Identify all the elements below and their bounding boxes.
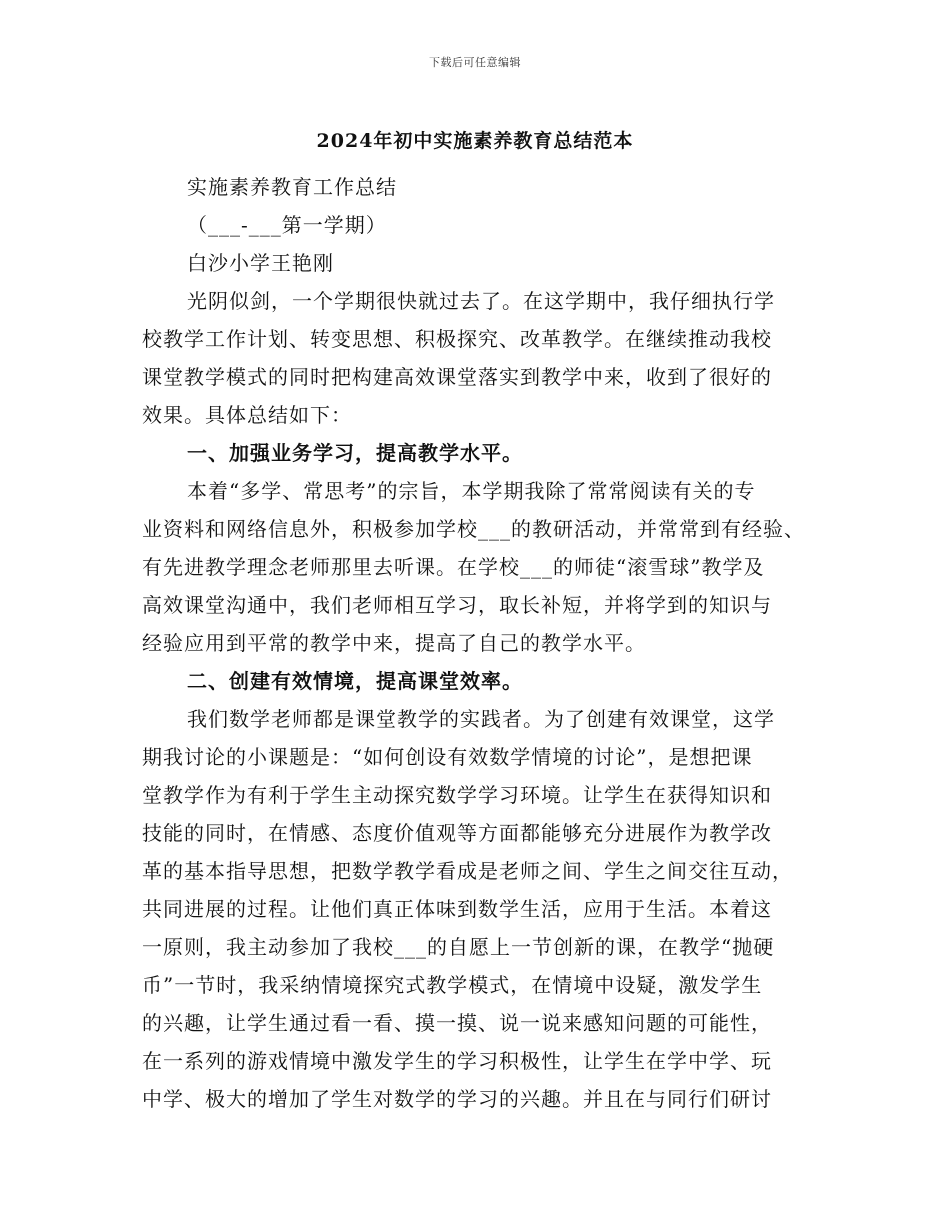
text-line: 有先进教学理念老师那里去听课。在学校___的师徒“滚雪球”教学及 (142, 555, 765, 579)
section-heading: 一、加强业务学习，提高教学水平。 (187, 441, 523, 465)
text-line: 高效课堂沟通中，我们老师相互学习，取长补短，并将学到的知识与 (142, 593, 772, 617)
text-line: 革的基本指导思想，把数学教学看成是老师之间、学生之间交往互动， (142, 859, 793, 883)
text-line: 效果。具体总结如下： (142, 403, 352, 427)
text-line: 技能的同时，在情感、态度价值观等方面都能够充分进展作为教学改 (142, 821, 772, 845)
text-line: 的兴趣，让学生通过看一看、摸一摸、说一说来感知问题的可能性， (142, 1011, 772, 1035)
section-heading: 二、创建有效情境，提高课堂效率。 (187, 669, 523, 693)
text-line: 业资料和网络信息外，积极参加学校___的教研活动，并常常到有经验、 (142, 517, 805, 541)
text-line: 实施素养教育工作总结 (187, 175, 397, 199)
text-line: 中学、极大的增加了学生对数学的学习的兴趣。并且在与同行们研讨 (142, 1087, 772, 1111)
document-title: 2024年初中实施素养教育总结范本 (316, 130, 634, 152)
text-line: 堂教学作为有利于学生主动探究数学学习环境。让学生在获得知识和 (142, 783, 772, 807)
text-line: 我们数学老师都是课堂教学的实践者。为了创建有效课堂，这学 (187, 707, 775, 731)
text-line: 在一系列的游戏情境中激发学生的学习积极性，让学生在学中学、玩 (142, 1049, 772, 1073)
text-line: 一原则，我主动参加了我校___的自愿上一节创新的课，在教学“抛硬 (142, 935, 775, 959)
text-line: 期我讨论的小课题是：“如何创设有效数学情境的讨论”，是想把课 (142, 745, 753, 769)
text-line: 白沙小学王艳刚 (187, 251, 334, 275)
document-body (142, 168, 814, 1118)
text-line: （___-___第一学期） (187, 213, 387, 237)
text-line: 本着“多学、常思考”的宗旨，本学期我除了常常阅读有关的专 (187, 479, 756, 503)
text-line: 光阴似剑，一个学期很快就过去了。在这学期中，我仔细执行学 (187, 289, 775, 313)
text-line: 共同进展的过程。让他们真正体味到数学生活，应用于生活。本着这 (142, 897, 772, 921)
text-line: 币”一节时，我采纳情境探究式教学模式，在情境中设疑，激发学生 (142, 973, 763, 997)
header-note: 下载后可任意编辑 (429, 56, 521, 69)
text-line: 经验应用到平常的教学中来，提高了自己的教学水平。 (142, 631, 646, 655)
text-line: 课堂教学模式的同时把构建高效课堂落实到教学中来，收到了很好的 (142, 365, 772, 389)
text-line: 校教学工作计划、转变思想、积极探究、改革教学。在继续推动我校 (142, 327, 772, 351)
